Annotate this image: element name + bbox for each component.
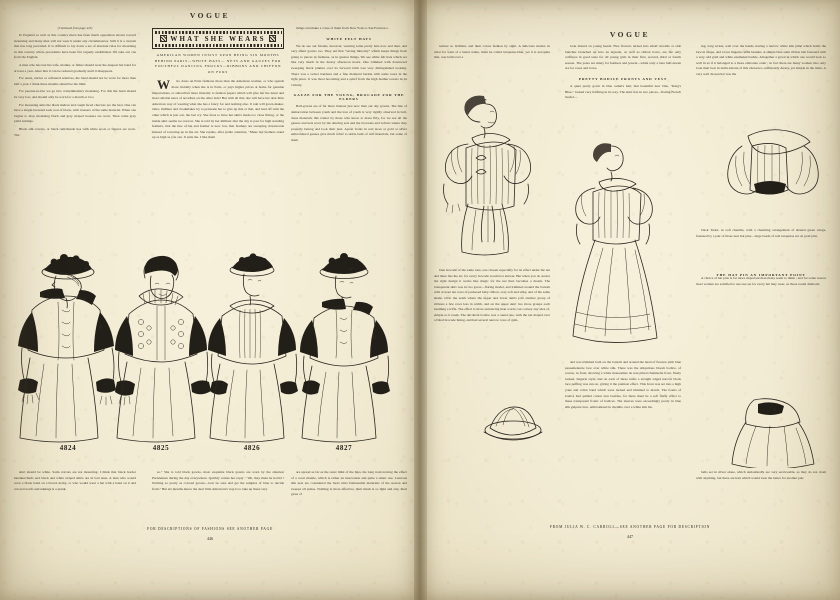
masthead-ornament-square-left (160, 35, 168, 43)
heading-pretty-bodice-fronts: PRETTY BODICE FRONTS AND VEST (578, 76, 668, 81)
left-col1-body (14, 33, 136, 138)
left-bottom-column-2 (152, 470, 284, 494)
paragraph: For parents-in-law we go into complimentary mourning. For this the band should be very low, and should only be worn for a month or two. (14, 89, 136, 99)
masthead-ornament-top (155, 31, 282, 34)
paragraph: blue brocade of the same tone, one chosen especially for its effect under the net and there lies the art, for every brocade would not answer. But when you do secure the right design it works like magic for the net then becomes a dream. The transparent skirt was in two gores—flaring model, and trimmed around the bottom with at least ten rows of puckered baby ribbon, very soft and silky, and of the same shade. Over the seam where the upper and lower skirts join another group of ribbons a few rows less in width, and on the upper skirt two more groups each beaming a trifle. The effect is more entrancing than words can convey any idea of, simple so it reads. The décolleté bodice was a round one, with the net draped over a fitted brocade lining, and had several narrow rows of gath- (434, 268, 550, 323)
left-column-1 (14, 26, 136, 140)
paragraph: texture so brilliant, and their colors fashion by sight. A delicious model, in what for want of a better name, must be called turquoise-blue, yet it is not/quite that, was built over a (434, 44, 550, 60)
right-col2-section-body (565, 84, 681, 101)
section-masthead (152, 28, 284, 49)
paragraph: Ball-gowns are of far more interest just now than our day gowns. The line of demarcation between youth and the loss of youth is very rigidly observed in ball-dress materials this winter by those who know to dress fitly, for we see all the gauzes and nets worn by the dancing sets and the brocades and velvets where they properly belong and look their best. Apron fronts in real laces or gold or silver embroidered gauzes give much relief to skirts built of rich materials, but some of them (291, 104, 407, 142)
right-col3-caption (696, 228, 826, 241)
paragraph: We do see our friends, however, wearing some pretty hats now and then, and very smart gowns too. They are that "saving minority" which keeps things from going to pieces in fashions, as in greater things. We see white felt hats which we like very much in the dressy afternoon hours. One trimmed with downward sweeping black plumes over its forward brim was very distinguished looking. There was a velvet bandeau and a fine diamond buckle with some roses in the right place. It was most becoming and a relief from the high feather towers in its vicinity. (291, 43, 407, 87)
right-col2-continued (565, 360, 681, 412)
right-column-2 (565, 44, 681, 103)
masthead-ornament-square-right (269, 35, 277, 43)
left-col3-body-1 (291, 44, 407, 89)
paragraph: A quiet pretty gown in blue camel's hair, that beautiful new blue, "King's Blue," looked very fetching in its way. The skirt was in two pieces—flaring French model— (565, 83, 681, 100)
fashion-illustration-hat-detail (478, 398, 548, 444)
continued-note: (Continued from page 425) (57, 26, 93, 30)
right-col3-section-body (696, 276, 826, 289)
paragraph: ing, long wrists, well over the hands, having a narrow white silk pliné which holds the lace in shape, and a lace lingerie ruffle besides. A simple blue satin ribbon belt fastened with a very odd gold and white enameled buckle. Altogether a gown in which one would look so well in as if it belonged to a more elaborate order ; in fact there are many women who only look their best in demi-toilette of this character, sufficiently dressy, yet simple in the main. A very well chosen hat was the (696, 44, 826, 76)
left-running-head: VOGUE (189, 11, 231, 20)
heading-the-hat-pin: THE HAT PIN AN IMPORTANT POINT (716, 273, 806, 277)
left-bottom-column-3 (291, 470, 407, 500)
left-footer-note: FOR DESCRIPTIONS OF FASHIONS SEE ANOTHER PAGE (147, 527, 273, 531)
right-col1-body (434, 44, 550, 61)
left-col3-lead (291, 26, 407, 32)
right-col2-body (565, 44, 681, 72)
masthead-ornament-bottom (155, 44, 282, 47)
paragraph: so." She is told black gowns, most exquisite black gowns are worn by the smartest Parisiennes during the day everywhere. Quickly comes her reply : "Oh, they must be horrid ! Nothing so pretty as colored gowns—now be sure and get the samples of blue to decide from." But six months hence the dear little American's way is to take up these very (152, 470, 284, 491)
heading-gauze-for-the-young: GAUZE FOR THE YOUNG, BROCADE FOR THE ELDERS (293, 93, 405, 102)
paragraph: shirt should be white. Satin cravats are not mourning. I think that black border handkerchiefs and black and white striped shirts are in bad taste. A man who would wear a black band on a brown derby, or who would wear a hat with a band on it and colored scarfs and nakings is a prank. (14, 470, 136, 491)
section-deck: AMERICAN WOMEN INSIST UPON BEING SIX MONTHS BEHIND PARIS—WHITE HATS— NETS AND GAUZES FOR YOUTHFUL DANCING FROCKS—RIBBONS AND CHIFFON ON FURS (154, 53, 282, 74)
figure-4825 (115, 256, 211, 452)
fashion-illustration-ball-gown (555, 136, 683, 356)
right-folio: 447 (627, 534, 633, 539)
paragraph: balls set in silver alone, which undoubtedly are very serviceable, as they do not clash with anything, but there are hats which would look the better for another pair. (696, 470, 826, 480)
figure-4826 (208, 253, 298, 452)
paragraph: For mourning suits the black melton and rough faced cheviots are the best. One can have a single-breasted sack coat of black, with trousers of the same material. When one begins to drop mourning black and gray striped trousers are worn. Then come gray plaid suitings. (14, 102, 136, 124)
figure-4824 (18, 254, 116, 452)
paragraph: A choice of hat pins is far more important than many seem to think ; and for some reason most women are satisfied to use one set for every hat they wear, as those round diamond (696, 276, 826, 286)
svg-text:4826: 4826 (243, 444, 261, 452)
fashion-illustration-skirt-detail (720, 396, 828, 468)
paragraph: look absurd on young heads. Fine flowers turned into small wreaths or side bunches branched up into an aigrette, as well as ribbon bows, are the only coiffures in good taste for all young girls in their first, second, third or fourth season. The years are many for feathers and jewels—while only a bare half-dozen are for roses and bows. (565, 44, 681, 71)
right-col1-caption (434, 268, 550, 326)
paragraph: A man who has lost his wife, mother, or father should wear the deepest but band for at least a year. After that it can be reduced gradually until it disappears. (14, 62, 136, 73)
left-bottom-column-1 (14, 470, 136, 494)
left-folio: 446 (207, 536, 213, 541)
svg-text:4824: 4824 (59, 444, 77, 452)
figure-4827 (300, 253, 390, 452)
right-page (420, 0, 840, 600)
paragraph: black Tudor, in soft chenille, with a charming arrangement of shaded green wings, fastened by a pair of those new hat pins—large beads of real turquoise set on gold pins. (696, 228, 826, 238)
left-column-3 (291, 26, 407, 146)
paragraph: are spread as far as the outer limit of the hips, the long train leaving the effect of a court mantle, which is rather an innovation and quite a smart one. Lustrous silk nets are considered the most ultra fashionable materials of the season and sweeps all praise. Nothing is more effective, their mesh is so light and airy, their gloss of (291, 470, 407, 497)
right-column-1 (434, 44, 550, 63)
svg-text:4827: 4827 (335, 444, 353, 452)
right-col3-section-body-continued (696, 470, 826, 483)
svg-text:4825: 4825 (152, 444, 170, 452)
book-gutter (414, 0, 427, 600)
right-column-3 (696, 44, 826, 80)
left-col2-body (152, 79, 284, 141)
left-column-2 (152, 26, 284, 143)
paragraph: For aunts, uncles or collateral relatives, the band should not be worn for more than half a year. I think three months should be the limit. (14, 76, 136, 86)
right-running-head: VOGUE (609, 30, 651, 39)
right-footer-note: FROM JULIA W. C. CARROLL—SEE ANOTHER PAGE FOR DESCRIPTION (549, 525, 711, 529)
section-title: WHAT SHE WEARS (170, 34, 266, 43)
fashion-illustration-plate-left (10, 252, 410, 452)
paragraph: In England as well as this country there has been much opposition shown toward mourning and many men will not wear it under any circumstances. Still it is a custom that has long prevailed. It is difficult to lay down a set of absolute rules for mourning in this country where precedents have been but vaguely established. We take our cue from the English. (14, 33, 136, 60)
left-col3-body-2 (291, 104, 407, 143)
heading-white-felt-hats: WHITE FELT HATS (326, 36, 372, 41)
right-col3-body (696, 44, 826, 78)
paragraph: Who dotes on Paris fashions more than the American woman, or who spends more lavishly when she is in Paris, or pays higher prices at home for genuine importations, or subscribes more liberally to fashion papers which will give her the latest and most reliable news of novelties on the other side? But with all this, she will have her dear little American way of wearing what she has a fancy for and nothing else. It rain will gown-maker, tailor, milliner and cloakmaker try to persuade her to give up this or that, and lead off with the other which is just out, the last cry. She fears to have her skirts made too close fitting, or the inside skirt seems too narrow. She is told by her milliner that the day is past for high standing feathers, that the line of hat and feather is now low, that feathers are sweeping downwards instead of towering up in the air. She replies, after polite attention, "Make my feathers stand up as high as you can. It suits me. I like them (152, 77, 284, 140)
fashion-illustration-bodice-left (428, 92, 550, 267)
paragraph: Black silk cravats, or black ramchunda ties with white spots or figures are worn. The (14, 126, 136, 137)
paragraph: things and make a cruse of them from New York to San Francisco. (296, 26, 389, 30)
paragraph: and was trimmed both on the bottom and around the head of flounce with blue passementerie lace over white silk. There was the ubiquitous bloom bodice, of course, in front, showing a white mousseline de soie plited chemisette front, finely tucked, lingerie style, and on each of these tucks a straight edged narrow black lace puffing was run on, giving it the prettiest effect. This front was set into a high yoke and collar band which were tucked and trimmed to match. The fronts of bodice had quilled cotton lace besides, for there must be a soft fluffy effect to these transparent fronts of bodices. The sleeves were exceedingly pretty in blue silk guipure lace, embroidered in chenille over a white silk lin- (565, 360, 681, 409)
fashion-illustration-bodice-detail (718, 120, 828, 220)
